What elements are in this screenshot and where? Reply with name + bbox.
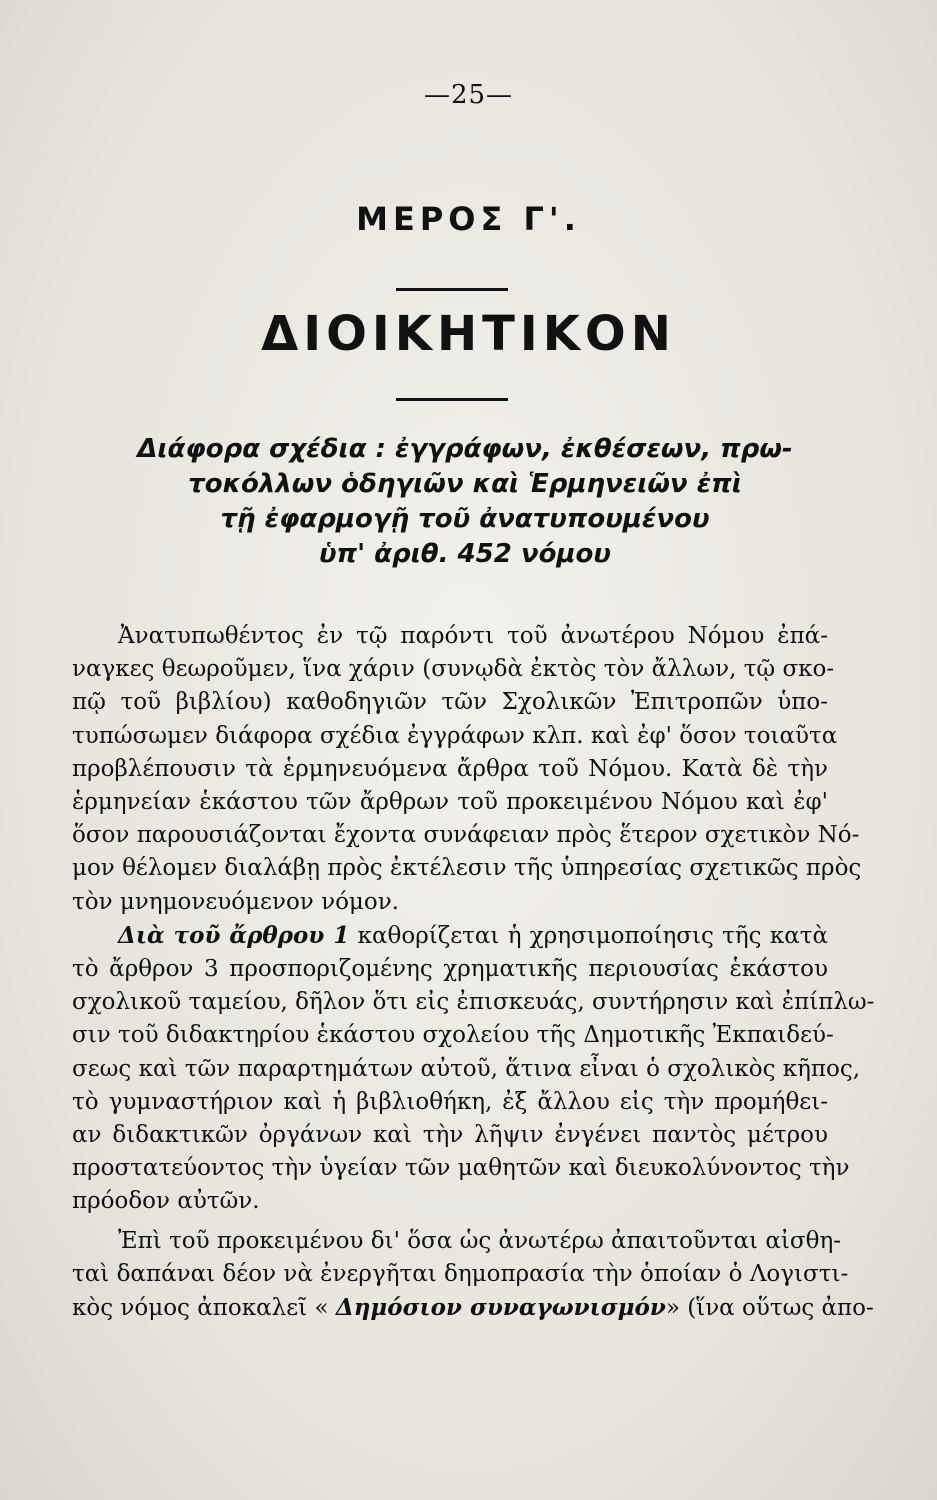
- paragraph-2: [72, 919, 875, 1219]
- text-line: ὅσον παρουσιάζονται ἔχοντα συνάφειαν πρὸς ἕτερον σχετικὸν Νό-: [72, 822, 860, 849]
- emphasized-term: Δημόσιον συναγωνισμόν: [335, 1294, 666, 1322]
- text-line: [72, 1291, 874, 1325]
- text-line: Ἐπὶ τοῦ προκειμένου δι' ὅσα ὡς ἀνωτέρω ἀπαιτοῦνται αἰσθη-: [118, 1227, 842, 1254]
- paragraph-1: [72, 620, 862, 919]
- subtitle-line: ὑπ' ἀριθ. 452 νόμου: [319, 539, 611, 569]
- text-fragment: » (ἵνα οὕτως ἀπο-: [665, 1295, 874, 1322]
- subtitle-line: τῇ ἐφαρμογῇ τοῦ ἀνατυπουμένου: [220, 504, 710, 534]
- text-line: τὸ ἄρθρον 3 προσποριζομένης χρηματικῆς περιουσίας ἑκάστου: [72, 956, 828, 983]
- text-line: αν διδακτικῶν ὀργάνων καὶ τὴν λῆψιν ἐνγένει παντὸς μέτρου: [72, 1122, 828, 1149]
- part-title: ΜΕΡΟΣ Γ'.: [356, 200, 581, 238]
- text-line: πῷ τοῦ βιβλίου) καθοδηγιῶν τῶν Σχολικῶν Ἐπιτροπῶν ὑπο-: [72, 689, 828, 716]
- divider-top: [396, 288, 508, 291]
- subtitle-line: τοκόλλων ὁδηγιῶν καὶ Ἑρμηνειῶν ἐπὶ: [188, 469, 742, 499]
- text-line: τυπώσωμεν διάφορα σχέδια ἐγγράφων κλπ. καὶ ἐφ' ὅσον τοιαῦτα: [72, 722, 838, 749]
- article-reference: Διὰ τοῦ ἄρθρου 1: [118, 921, 350, 949]
- section-title: ΔΙΟΙΚΗΤΙΚΟΝ: [261, 306, 676, 362]
- divider-bottom: [396, 398, 508, 401]
- text-line: σιν τοῦ διδακτηρίου ἑκάστου σχολείου τῆς Δημοτικῆς Ἐκπαιδεύ-: [72, 1022, 834, 1049]
- text-line: προβλέπουσιν τὰ ἑρμηνευόμενα ἄρθρα τοῦ Νόμου. Κατὰ δὲ τὴν: [72, 755, 828, 782]
- body-text: [72, 620, 875, 1325]
- text-line: σχολικοῦ ταμείου, δῆλον ὅτι εἰς ἐπισκευάς, συντήρησιν καὶ ἐπίπλω-: [72, 989, 875, 1016]
- text-line: ναγκες θεωροῦμεν, ἵνα χάριν (συνῳδὰ ἐκτὸς τὸν ἄλλων, τῷ σκο-: [72, 656, 835, 683]
- paragraph-3: [72, 1225, 874, 1326]
- text-line: τὸν μνημονευόμενον νόμον.: [72, 888, 399, 915]
- text-line: ταὶ δαπάναι δέον νὰ ἐνεργῆται δημοπρασία τὴν ὁποίαν ὁ Λογιστι-: [72, 1260, 849, 1287]
- page-number: —25—: [423, 80, 514, 110]
- text-line: πρόοδον αὐτῶν.: [72, 1188, 260, 1215]
- text-line: ἑρμηνείαν ἑκάστου τῶν ἄρθρων τοῦ προκειμένου Νόμου καὶ ἐφ': [72, 789, 828, 816]
- text-fragment: κὸς νόμος ἀποκαλεῖ «: [72, 1295, 336, 1322]
- text-fragment: καθορίζεται ἡ χρησιμοποίησις τῆς κατὰ: [349, 922, 829, 949]
- text-line: προστατεύοντος τὴν ὑγείαν τῶν μαθητῶν καὶ διευκολύνοντος τὴν: [72, 1155, 850, 1182]
- subtitle: [100, 432, 830, 572]
- text-line: σεως καὶ τῶν παραρτημάτων αὐτοῦ, ἅτινα εἶναι ὁ σχολικὸς κῆπος,: [72, 1055, 861, 1082]
- subtitle-line: Διάφορα σχέδια : ἐγγράφων, ἐκθέσεων, πρω-: [137, 434, 793, 464]
- text-line: τὸ γυμναστήριον καὶ ἡ βιβλιοθήκη, ἐξ ἄλλου εἰς τὴν προμήθει-: [72, 1088, 828, 1115]
- text-line: [72, 919, 828, 953]
- text-line: μον θέλομεν διαλάβῃ πρὸς ἐκτέλεσιν τῆς ὑπηρεσίας σχετικῶς πρὸς: [72, 855, 862, 882]
- text-line: Ἀνατυπωθέντος ἐν τῷ παρόντι τοῦ ἀνωτέρου Νόμου ἐπά-: [118, 623, 828, 649]
